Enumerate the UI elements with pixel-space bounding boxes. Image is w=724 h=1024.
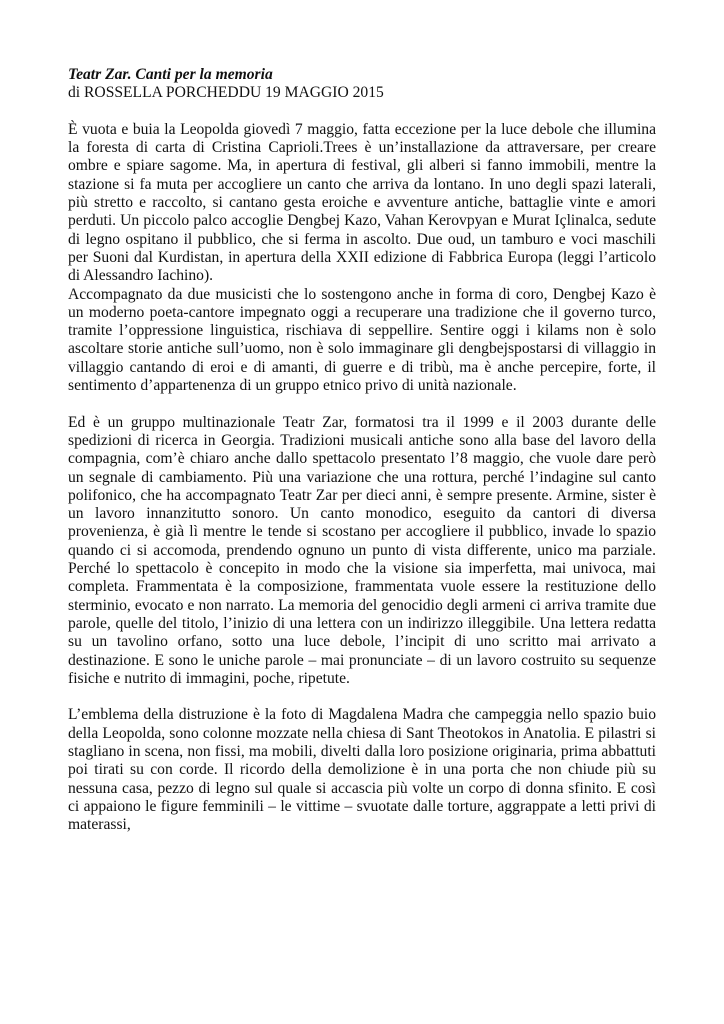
paragraph-spacer	[68, 688, 656, 706]
paragraph-teatr-zar: Ed è un gruppo multinazionale Teatr Zar, formatosi tra il 1999 e il 2003 durante delle spedizioni di ricerca in Georgia. Tradizioni musicali antiche sono alla base del lavoro della compagnia, com’è chiaro anche dallo spettacolo presentato l’8 maggio, che vuole dare però un segnale di cambiamento. Più una variazione che una rottura, perché l’indagine sul canto polifonico, che ha accompagnato Teatr Zar per dieci anni, è sempre presente. Armine, sister è un lavoro innanzitutto sonoro. Un canto monodico, eseguito da cantori di diversa provenienza, è già lì mentre le tende si scostano per accogliere il pubblico, invade lo spazio quando ci si accomoda, prendendo ognuno un punto di vista differente, unico ma parziale. Perché lo spettacolo è concepito in modo che la visione sia imperfetta, mai univoca, mai completa. Frammentata è la composizione, frammentata vuole essere la restituzione dello sterminio, evocato e non narrato. La memoria del genocidio degli armeni ci arriva tramite due parole, quelle del titolo, l’inizio di una lettera con un indirizzo illeggibile. Una lettera redatta su un tavolino orfano, sotto una luce debole, l’incipit di uno scritto mai arrivato a destinazione. E sono le uniche parole – mai pronunciate – di un lavoro costruito su sequenze fisiche e nutrito di immagini, poche, ripetute.	[68, 413, 656, 687]
paragraph-emblema: L’emblema della distruzione è la foto di Magdalena Madra che campeggia nello spazio buio della Leopolda, sono colonne mozzate nella chiesa di Sant Theotokos in Anatolia. E pilastri si stagliano in scena, non fissi, ma mobili, divelti dalla loro posizione originaria, prima abbattuti poi tirati su con corde. Il ricordo della demolizione è in una porta che non chiude più su nessuna casa, pezzo di legno sul quale si accascia più volte un corpo di donna sfinito. E così ci appaiono le figure femminili – le vittime – svuotate dalle torture, aggrappate a letti privi di materassi,	[68, 706, 656, 834]
document-page	[68, 66, 656, 834]
paragraph-dengbej: Accompagnato da due musicisti che lo sostengono anche in forma di coro, Dengbej Kazo è un moderno poeta-cantore impegnato oggi a recuperare una tradizione che il governo turco, tramite l’oppressione linguistica, rischiava di seppellire. Sentire oggi i kilams non è solo ascoltare storie antiche sull’uomo, non è solo immaginare gli dengbejspostarsi di villaggio in villaggio cantando di eroi e di amanti, di guerre e di tribù, ma è anche percepire, forte, il sentimento d’appartenenza di un gruppo etnico privo di unità nazionale.	[68, 285, 656, 395]
article-byline: di ROSSELLA PORCHEDDU 19 MAGGIO 2015	[68, 84, 384, 102]
paragraph-intro: È vuota e buia la Leopolda giovedì 7 maggio, fatta eccezione per la luce debole che illumina la foresta di carta di Cristina Caprioli.Trees è un’installazione da attraversare, per creare ombre e spiare sagome. Ma, in apertura di festival, gli alberi si fanno immobili, mentre la stazione si fa muta per accogliere un canto che arriva da lontano. In uno degli spazi laterali, più stretto e raccolto, si cantano gesta eroiche e avventure antiche, battaglie vinte e amori perduti. Un piccolo palco accoglie Dengbej Kazo, Vahan Kerovpyan e Murat Içlinalca, sedute di legno ospitano il pubblico, che si ferma in ascolto. Due oud, un tamburo e voci maschili per Suoni dal Kurdistan, in apertura della XXII edizione di Fabbrica Europa (leggi l’articolo di Alessandro Iachino).	[68, 120, 656, 285]
article-title: Teatr Zar. Canti per la memoria	[68, 66, 273, 83]
paragraph-spacer	[68, 395, 656, 413]
